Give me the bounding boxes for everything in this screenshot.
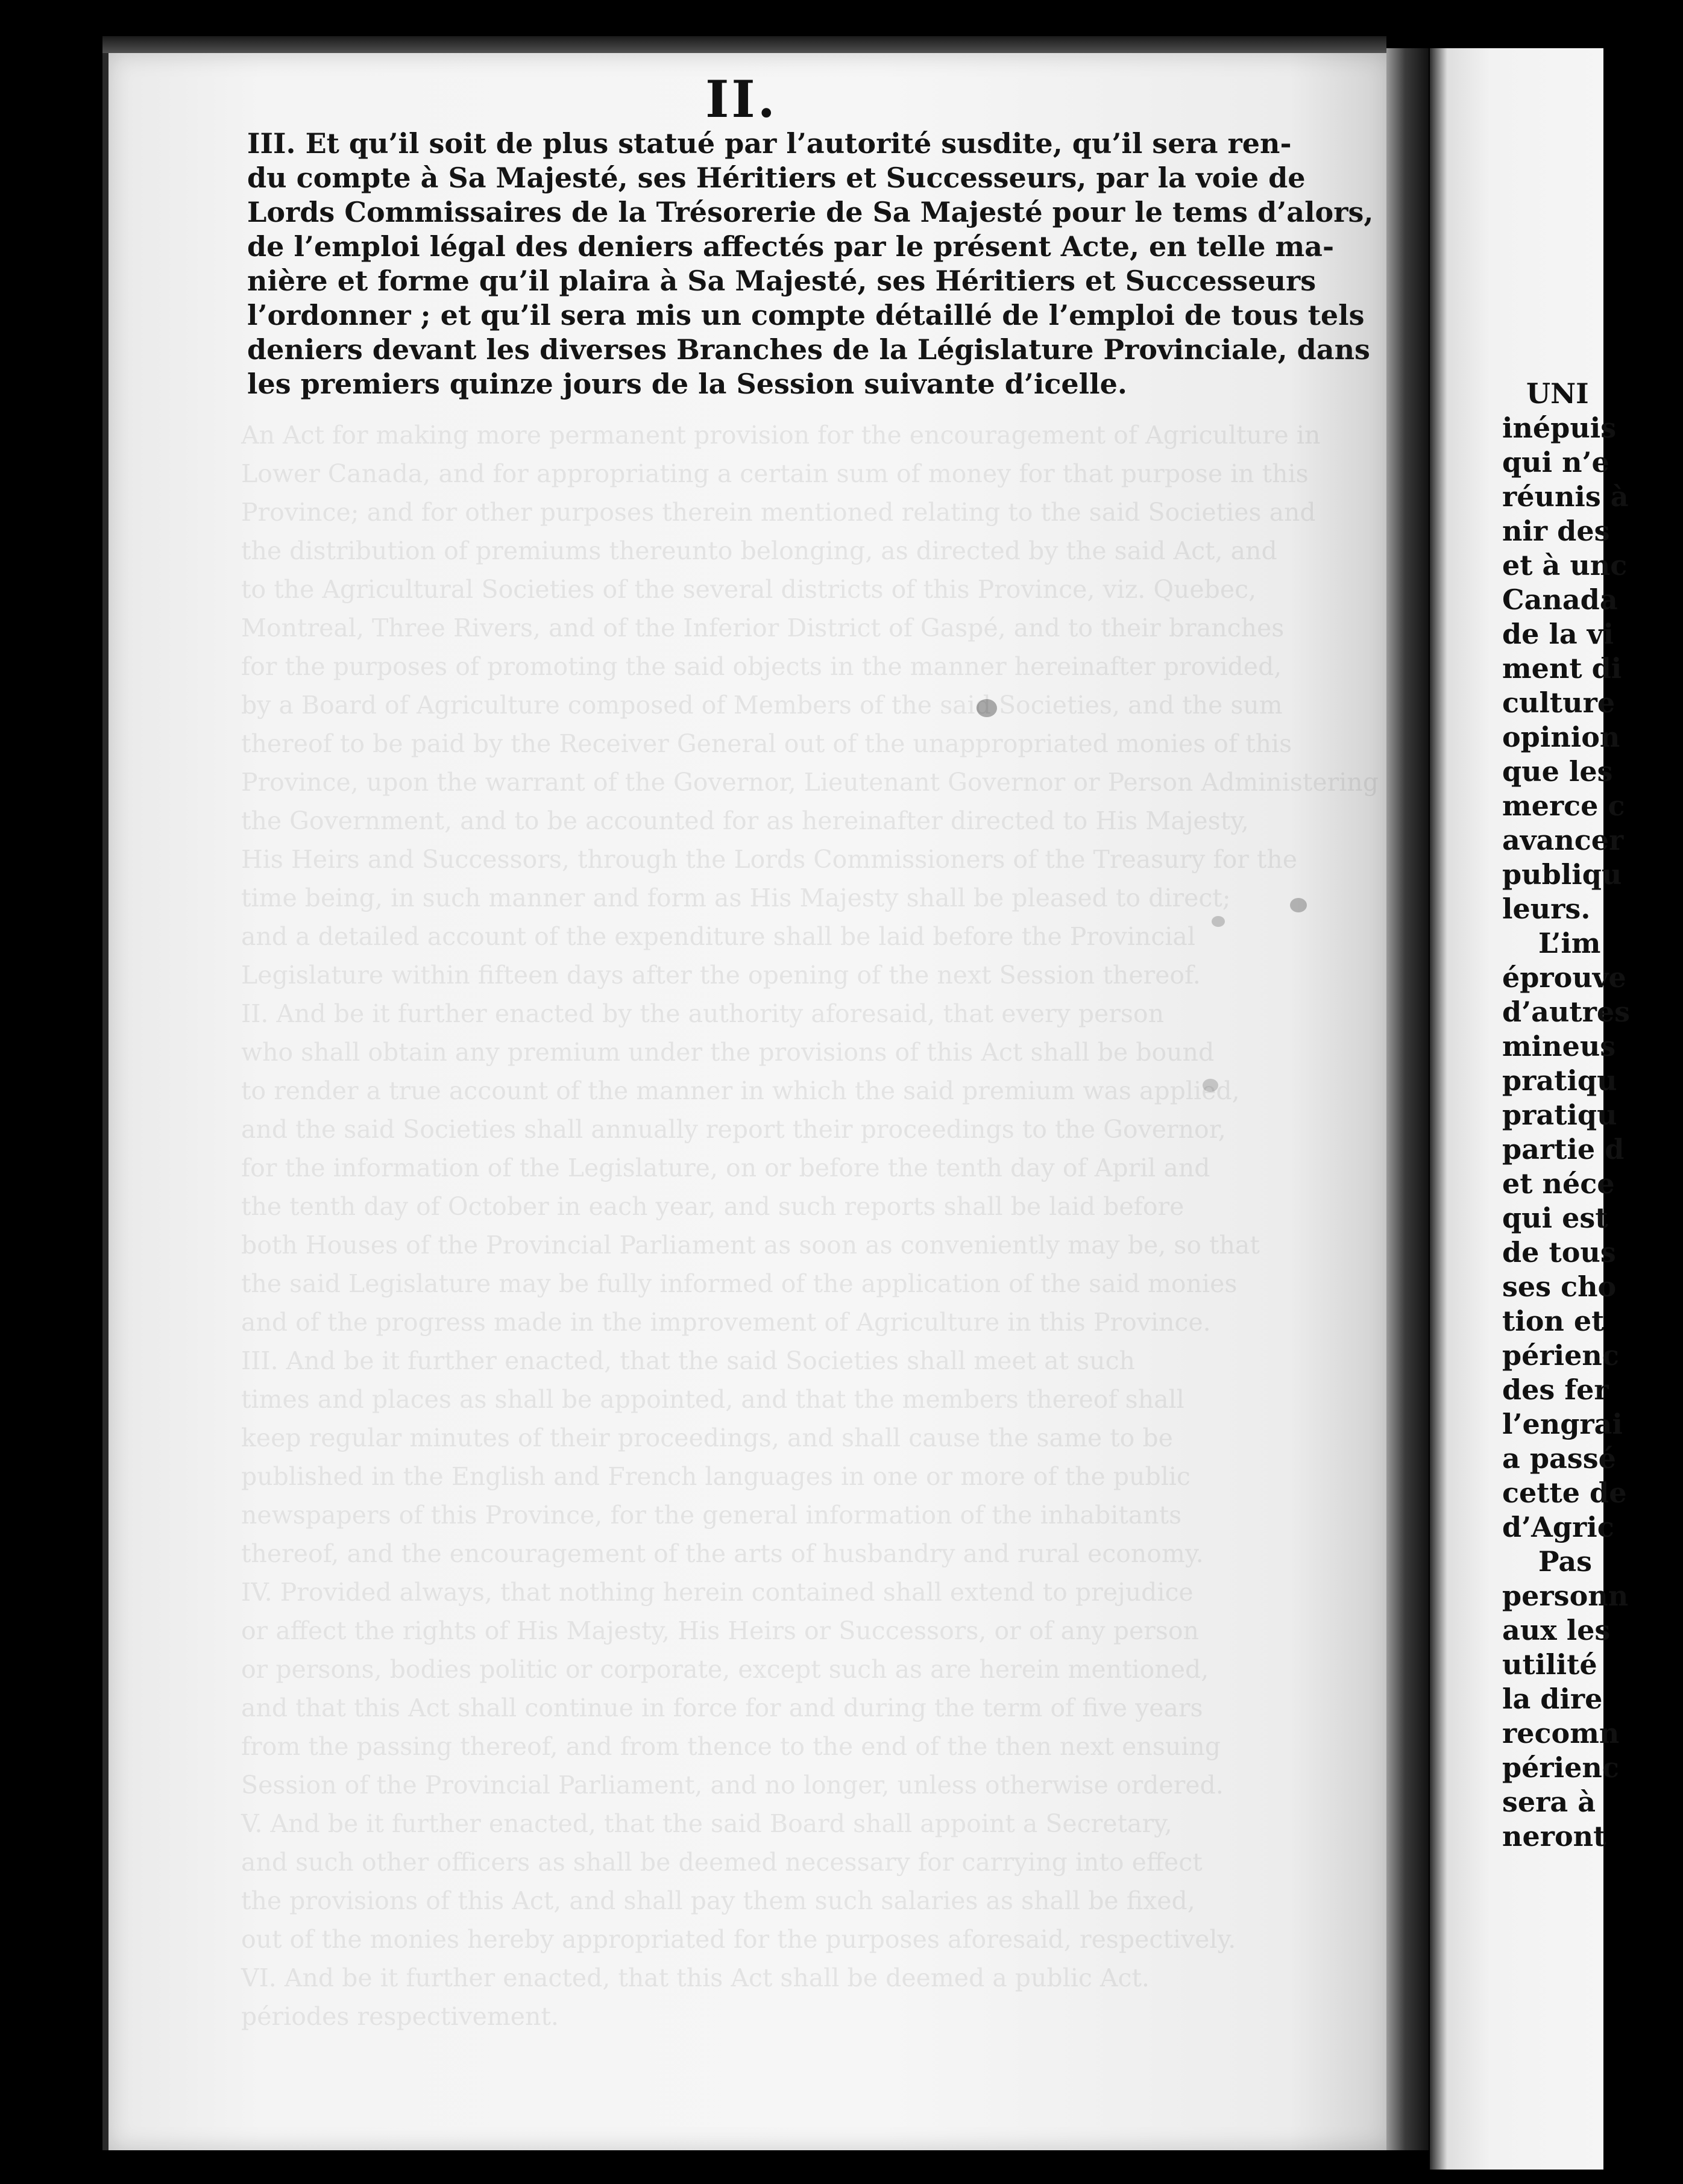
right-text-line: l’engrai (1502, 1408, 1623, 1440)
right-text-line: éprouve (1502, 961, 1626, 994)
page-number: II. (705, 69, 778, 129)
right-text-line: a passé (1502, 1442, 1616, 1475)
right-text-line: personn (1502, 1580, 1629, 1612)
right-text-line: tion et (1502, 1305, 1605, 1337)
text-line: deniers devant les diverses Branches de la Législature Provinciale, dans (247, 333, 1370, 366)
bleed-through-text: An Act for making more permanent provision for the encouragement of Agriculture in Lower Canada, and for appropriating a certain sum of money for that purpose in this Province; and for other purposes therein mentioned relating to the said Societies and the distribution of premiums thereunto belonging, as directed by the said Act, and to the Agricultural Societies of the several districts of this Province, viz. Quebec, Montreal, Three Rivers, and of the Inferior District of Gaspé, and to their branches for the purposes of promoting the said objects in the manner hereinafter provided, by a Board of Agriculture composed of Members of the said Societies, and the sum thereof to be paid by the Receiver General out of the unappropriated monies of this Province, upon the warrant of the Governor, Lieutenant Governor or Person Administering the Government, and to be accounted for as hereinafter directed to His Majesty, His Heirs and Successors, through the Lords Commissioners of the Treasury for the time being, in such manner and form as His Majesty shall be pleased to direct; and a detailed account of the expenditure shall be laid before the Provincial Legislature within fifteen days after the opening of the next Session thereof. II. And be it further enacted by the authority aforesaid, that every person who shall obtain any premium under the provisions of this Act shall be bound to render a true account of the manner in which the said premium was applied, and the said Societies shall annually report their proceedings to the Governor, for the information of the Legislature, on or before the tenth day of April and the tenth day of October in each year, and such reports shall be laid before both Houses of the Provincial Parliament as soon as conveniently may be, so that the said Legislature may be fully informed of the application of the said monies and of the progress made in the improvement of Agriculture in this Province. III. And be it further enacted, that the said Societies shall meet at such times and places as shall be appointed, and that the members thereof shall keep regular minutes of their proceedings, and shall cause the same to be published in the English and French languages in one or more of the public newspapers of this Province, for the general information of the inhabitants thereof, and the encouragement of the arts of husbandry and rural economy. IV. Provided always, that nothing herein contained shall extend to prejudice or affect the rights of His Majesty, His Heirs or Successors, or of any person or persons, bodies politic or corporate, except such as are herein mentioned, and that this Act shall continue in force for and during the term of five years from the passing thereof, and from thence to the end of the then next ensuing Session of the Provincial Parliament, and no longer, unless otherwise ordered. V. And be it further enacted, that the said Board shall appoint a Secretary, and such other officers as shall be deemed necessary for carrying into effect the provisions of this Act, and shall pay them such salaries as shall be fixed, out of the monies hereby appropriated for the purposes aforesaid, respectively. VI. And be it further enacted, that this Act shall be deemed a public Act. périodes respectivement. (241, 421, 1379, 2031)
text-line: Lords Commissaires de la Trésorerie de Sa Majesté pour le tems d’alors, (247, 196, 1374, 228)
right-page-text (1502, 377, 1683, 1854)
text-line: III. Et qu’il soit de plus statué par l’autorité susdite, qu’il sera ren- (247, 127, 1292, 160)
right-text-line: L’im (1538, 927, 1601, 959)
right-text-line: utilité (1502, 1648, 1597, 1681)
page-bottom-edge (102, 2150, 1429, 2184)
right-text-line: ses cho (1502, 1270, 1617, 1303)
page-top-edge (102, 36, 1386, 54)
article-iii-text (247, 127, 1374, 401)
text-line: du compte à Sa Majesté, ses Héritiers et Successeurs, par la voie de (247, 162, 1306, 194)
book-gutter (1386, 48, 1429, 2157)
right-text-line: inépuis (1502, 412, 1617, 444)
right-text-line: opinion (1502, 721, 1620, 753)
text-line: les premiers quinze jours de la Session suivante d’icelle. (247, 368, 1127, 400)
right-text-line: merce c (1502, 789, 1625, 822)
right-text-line: publiqu (1502, 858, 1622, 891)
right-text-line: d’autres (1502, 996, 1631, 1028)
right-text-line: avancer (1502, 824, 1624, 856)
right-text-line: et à unc (1502, 549, 1628, 582)
right-text-line: cette de (1502, 1476, 1627, 1509)
right-text-line: réunis à (1502, 480, 1629, 513)
right-text-line: aux les (1502, 1614, 1611, 1646)
right-text-line: périenc (1502, 1339, 1619, 1372)
paper-speck (1212, 916, 1225, 927)
text-line: nière et forme qu’il plaira à Sa Majesté, ses Héritiers et Successeurs (247, 265, 1317, 297)
right-text-line: partie d (1502, 1133, 1625, 1166)
right-text-line: qui est (1502, 1202, 1608, 1234)
paper-speck (1203, 1079, 1218, 1092)
right-text-line: que les (1502, 755, 1613, 788)
right-text-line: la dire (1502, 1683, 1603, 1715)
text-line: de l’emploi légal des deniers affectés par le présent Acte, en telle ma- (247, 230, 1335, 263)
right-text-line: périenc (1502, 1751, 1619, 1784)
right-text-line: UNI (1526, 377, 1589, 410)
right-text-line: des fer (1502, 1373, 1609, 1406)
right-text-line: qui n’e (1502, 446, 1609, 479)
right-text-line: de la vi (1502, 618, 1614, 650)
right-text-line: recomn (1502, 1717, 1620, 1749)
paper-speck (1290, 898, 1307, 912)
right-text-line: et néce (1502, 1167, 1615, 1200)
right-text-line: sera à (1502, 1786, 1596, 1818)
right-text-line: neront (1502, 1820, 1606, 1853)
right-text-line: d’Agric (1502, 1511, 1614, 1543)
right-text-line: pratiqu (1502, 1099, 1617, 1131)
right-text-line: de tous (1502, 1236, 1616, 1269)
right-text-line: mineus (1502, 1030, 1616, 1062)
right-text-line: ment di (1502, 652, 1622, 685)
right-text-line: leurs. (1502, 893, 1591, 925)
right-text-line: pratiqu (1502, 1064, 1617, 1097)
right-text-line: Canada (1502, 583, 1618, 616)
right-text-line: Pas (1538, 1545, 1593, 1578)
text-line: l’ordonner ; et qu’il sera mis un compte détaillé de l’emploi de tous tels (247, 299, 1365, 331)
paper-speck (977, 699, 997, 717)
right-text-line: nir des (1502, 515, 1610, 547)
right-text-line: culture (1502, 686, 1615, 719)
